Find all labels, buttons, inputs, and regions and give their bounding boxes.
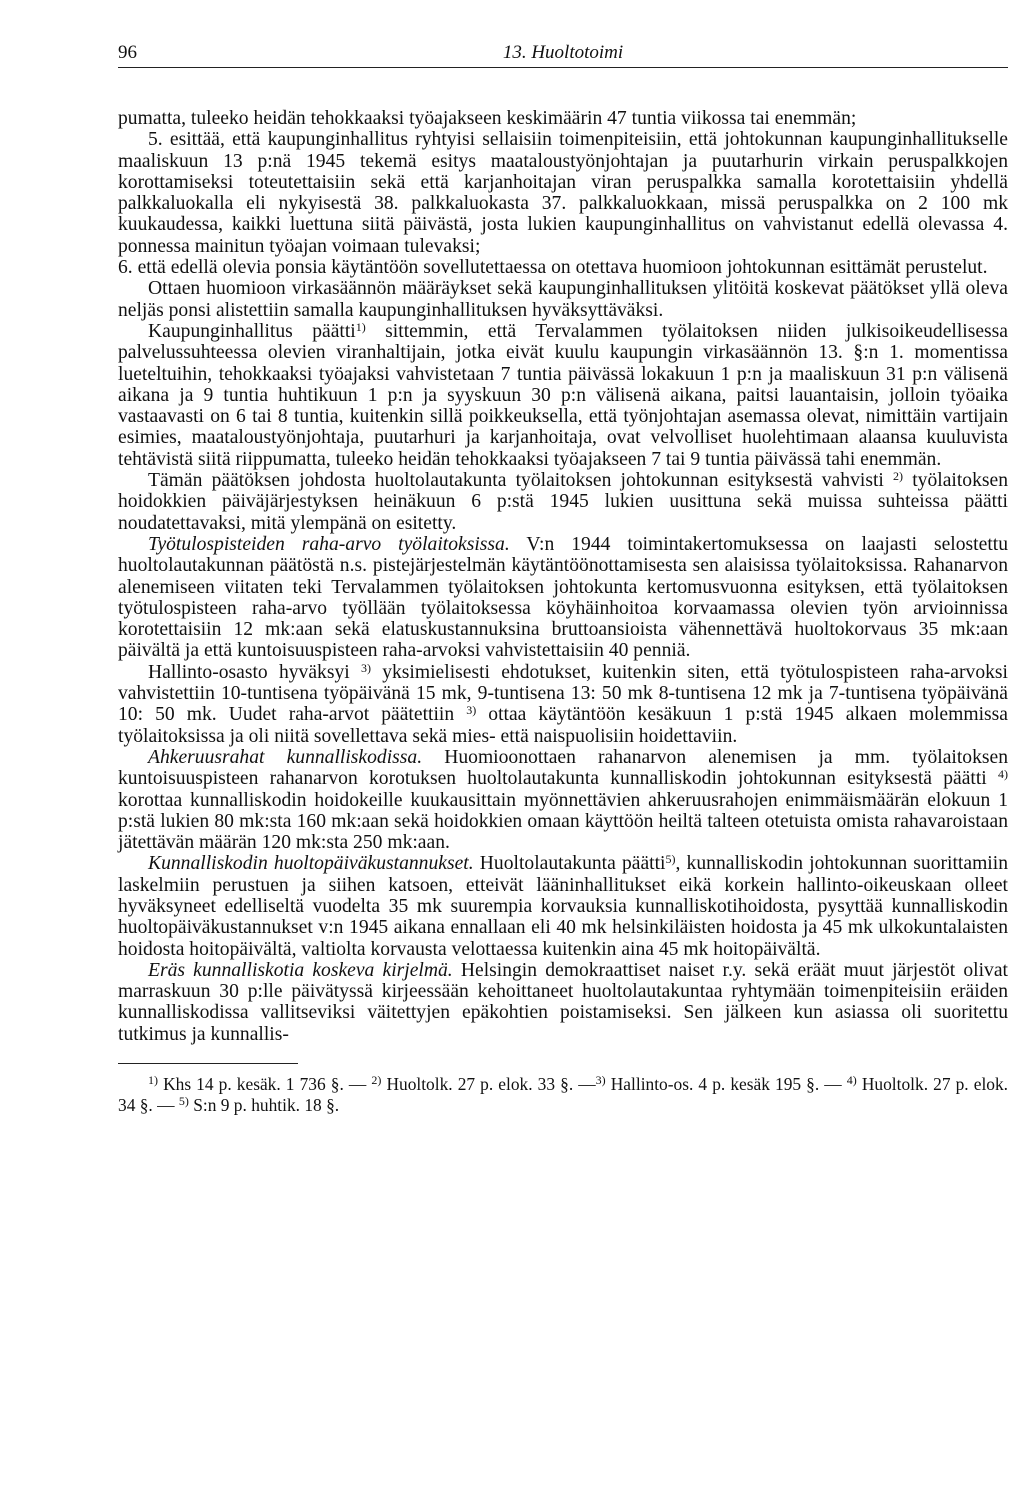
footnote-mark: 4) (846, 1073, 857, 1088)
paragraph-9-text-end: korottaa kunnalliskodin hoidokeille kuukausittain myönnettävien ahkeruusrahojen enimmäismäärän elokuun 1 p:stä lukien 80 mk:sta 160 mk:aan sekä hoidokkien omaan käyttöön heiltä talteen otetuista omista rahavaroistaan jätettävän määrän 120 mk:sta 250 mk:aan. (118, 789, 1008, 854)
paragraph-8-text-end: ottaa käytäntöön kesäkuun 1 p:stä 1945 alkaen molemmissa työlaitoksissa ja oli niitä sovellettava sekä mies- että naispuolisiin hoidettaviin. (118, 704, 1009, 747)
paragraph-4 (118, 278, 1008, 321)
header-rule (118, 67, 1008, 68)
document-page (118, 36, 1008, 1116)
footnote-ref: 4) (998, 767, 1008, 782)
paragraph-1 (118, 108, 1008, 129)
paragraph-7 (118, 534, 1008, 662)
paragraph-4-text: Ottaen huomioon virkasäännön määräykset sekä kaupunginhallituksen ylitöitä koskevat päätökset yllä oleva neljäs ponsi alistettiin samalla kaupunginhallituksen hyväksyttäväksi. (118, 278, 1008, 321)
paragraph-8-text-start: Hallinto-osasto hyväksyi (148, 661, 361, 683)
paragraph-2-text: 5. esittää, että kaupunginhallitus ryhtyisi sellaisiin toimenpiteisiin, että johtokunnan kaupunginhallitukselle maaliskuun 13 p:nä 1945 tekemä esitys maataloustyönjohtajan ja puutarhurin virkain peruspalkkojen korottamiseksi toteutettaisiin sekä että karjanhoitajan viran peruspalkka samalla korotettaisiin yhdellä palkkaluokalla eli nykyisestä 38. palkkaluokasta 37. palkkaluokkaan, missä peruspalkka on 2 100 mk kuukaudessa, kaikki luettuna siitä päivästä, josta lukien kaupunginhallitus on vahvistanut edellä olevassa 4. ponnessa mainitun työajan voimaan tulevaksi; (118, 129, 1008, 257)
paragraph-9-text-start: Huomioonottaen rahanarvon alenemisen ja mm. työlaitoksen kuntoisuuspisteen rahanarvon korotuksen huoltolautakunta kunnalliskodin johtokunnan esityksestä päätti (118, 746, 1008, 790)
paragraph-11-text: Helsingin demokraattiset naiset r.y. sekä eräät muut järjestöt olivat marraskuun 30 p:lle päivätyssä kirjeessään kehoittaneet huoltolautakuntaa ryhtymään toimenpiteisiin eräiden kunnalliskodissa vallitseviksi väitettyjen epäkohtien poistamiseksi. Sen jälkeen kun asiassa oli suoritettu tutkimus ja kunnallis- (118, 959, 1008, 1045)
running-head: 13. Huoltotoimi (502, 42, 624, 63)
paragraph-11 (118, 960, 1008, 1045)
paragraph-5-text-end: sittemmin, että Tervalammen työlaitoksen niiden julkisoikeudellisessa palvelussuhteessa olevien viranhaltijain, jotka eivät kuulu kaupungin virkasäännön 13. §:n 1. momentissa lueteltuihin, tehokkaaksi työajaksi vahvistetaan 7 tuntia päivässä lokakuun 1 p:n ja maaliskuun 31 p:n välisenä aikana ja 9 tuntia huhtikuun 1 p:n ja syyskuun 30 p:n välisenä aikana, paitsi lauantaisin, jolloin työaika vastaavasti on 6 tai 8 tuntia, kuitenkin sillä poikkeuksella, että työnjohtajan asemassa olevat, nimittäin vartijain esimies, maataloustyönjohtaja, puutarhuri ja karjanhoitaja, ovat velvolliset huolehtimaan alaansa kuuluvista tehtävistä siitä riippumatta, tuleeko heidän tehokkaaksi työajakseen 7 tai 9 tuntia päivässä tahi enemmän. (118, 320, 1008, 470)
page-number: 96 (118, 42, 137, 63)
paragraph-10-text-end: , kunnalliskodin johtokunnan suorittamiin laskelmiin perustuen ja siihen katsoen, etteivät lääninhallitukset eikä korkein hallinto-oikeuskaan olleet hyväksyneet edelliseltä vuodelta 35 mk suurempia korvauksia kunnalliskotihoidosta, pysyttää kunnalliskodin huoltopäiväkustannukset v:n 1945 aikana ennallaan eli 40 mk helsinkiläisten hoidosta ja 45 mk ulkokuntalaisten hoidosta hoitopäivältä, valtiolta korvausta velottaessa kuitenkin aina 45 mk hoitopäivältä. (118, 853, 1008, 960)
footnote-ref: 3) (466, 703, 477, 718)
paragraph-2 (118, 129, 1008, 257)
footnote-ref: 2) (893, 469, 904, 484)
section-heading: Työtulospisteiden raha-arvo työlaitoksissa. (148, 533, 510, 555)
paragraph-8 (118, 662, 1008, 747)
footnote-text: S:n 9 p. huhtik. 18 §. (188, 1095, 340, 1116)
paragraph-6-text-end: työlaitoksen hoidokkien päiväjärjestyksen heinäkuun 6 p:stä 1945 lukien uusittuna sekä muissa suhteissa päätti noudatettavaksi, mitä ylempänä on esitetty. (118, 470, 1008, 534)
paragraph-10 (118, 853, 1008, 959)
paragraph-3 (118, 257, 1008, 278)
footnote-text: Hallinto-os. 4 p. kesäk 195 §. — (605, 1074, 847, 1095)
footnote-block (118, 1074, 1008, 1116)
footnote-mark: 5) (178, 1094, 189, 1109)
paragraph-7-text: V:n 1944 toimintakertomuksessa on laajasti selostettu huoltolautakunnan päätöstä n.s. pistejärjestelmän käytäntöönottamisesta sen alaisissa työlaitoksissa. Rahanarvon alenemiseen viitaten teki Tervalammen työlaitoksen johtokunta kertomusvuonna esityksen, että työlaitoksen työtulospisteen raha-arvo työllään työlaitoksessa köyhäinhoitoa korvaamassa olevien työn arvioinnissa korotettaisiin 12 mk:aan sekä elatuskustannuksina bruttoansioista vähennettävä huoltokorvaus 35 mk:aan päivältä ja että kuntoisuuspisteen raha-arvoksi vahvistettaisiin 40 penniä. (118, 533, 1008, 662)
footnote-text: Khs 14 p. kesäk. 1 736 §. — (158, 1074, 372, 1095)
paragraph-8-text-middle: yksimielisesti ehdotukset, kuitenkin siten, että työtulospisteen raha-arvoksi vahvistettiin 10-tuntisena työpäivänä 15 mk, 9-tuntisena 13: 50 mk 8-tuntisena 12 mk ja 7-tuntisena työpäivänä 10: 50 mk. Uudet raha-arvot päätettiin (118, 661, 1008, 726)
section-heading: Ahkeruusrahat kunnalliskodissa. (148, 746, 423, 768)
paragraph-3-text: 6. että edellä olevia ponsia käytäntöön sovellutettaessa on otettava huomioon johtokunnan esittämät perustelut. (118, 257, 988, 279)
paragraph-6-text-start: Tämän päätöksen johdosta huoltolautakunta työlaitoksen johtokunnan esityksestä vahvisti (148, 470, 894, 492)
paragraph-10-text-start: Huoltolautakunta päätti (473, 853, 666, 875)
page-header (118, 36, 1008, 70)
body-text (118, 108, 1008, 1045)
footnote-mark: 2) (371, 1073, 382, 1088)
footnote-mark: 1) (148, 1073, 158, 1088)
section-heading: Kunnalliskodin huoltopäiväkustannukset. (148, 853, 474, 875)
paragraph-5-text-start: Kaupunginhallitus päätti (148, 320, 356, 342)
footnote-text: Huoltolk. 27 p. elok. 33 §. — (381, 1074, 596, 1095)
paragraph-5 (118, 321, 1008, 470)
footnote-ref: 5) (665, 852, 676, 867)
paragraph-1-text: pumatta, tuleeko heidän tehokkaaksi työajakseen keskimäärin 47 tuntia viikossa tai enemmän; (118, 108, 857, 129)
paragraph-9 (118, 747, 1008, 853)
section-heading: Eräs kunnalliskotia koskeva kirjelmä. (148, 959, 453, 981)
footnote-ref: 3) (360, 660, 371, 675)
paragraph-6 (118, 470, 1008, 534)
footnote-ref: 1) (355, 319, 366, 334)
footnotes (118, 1074, 1008, 1116)
footnote-rule (118, 1063, 298, 1064)
footnote-mark: 3) (595, 1073, 606, 1088)
footnote-text: Huoltolk. 27 p. elok. 34 §. — (118, 1074, 1009, 1116)
